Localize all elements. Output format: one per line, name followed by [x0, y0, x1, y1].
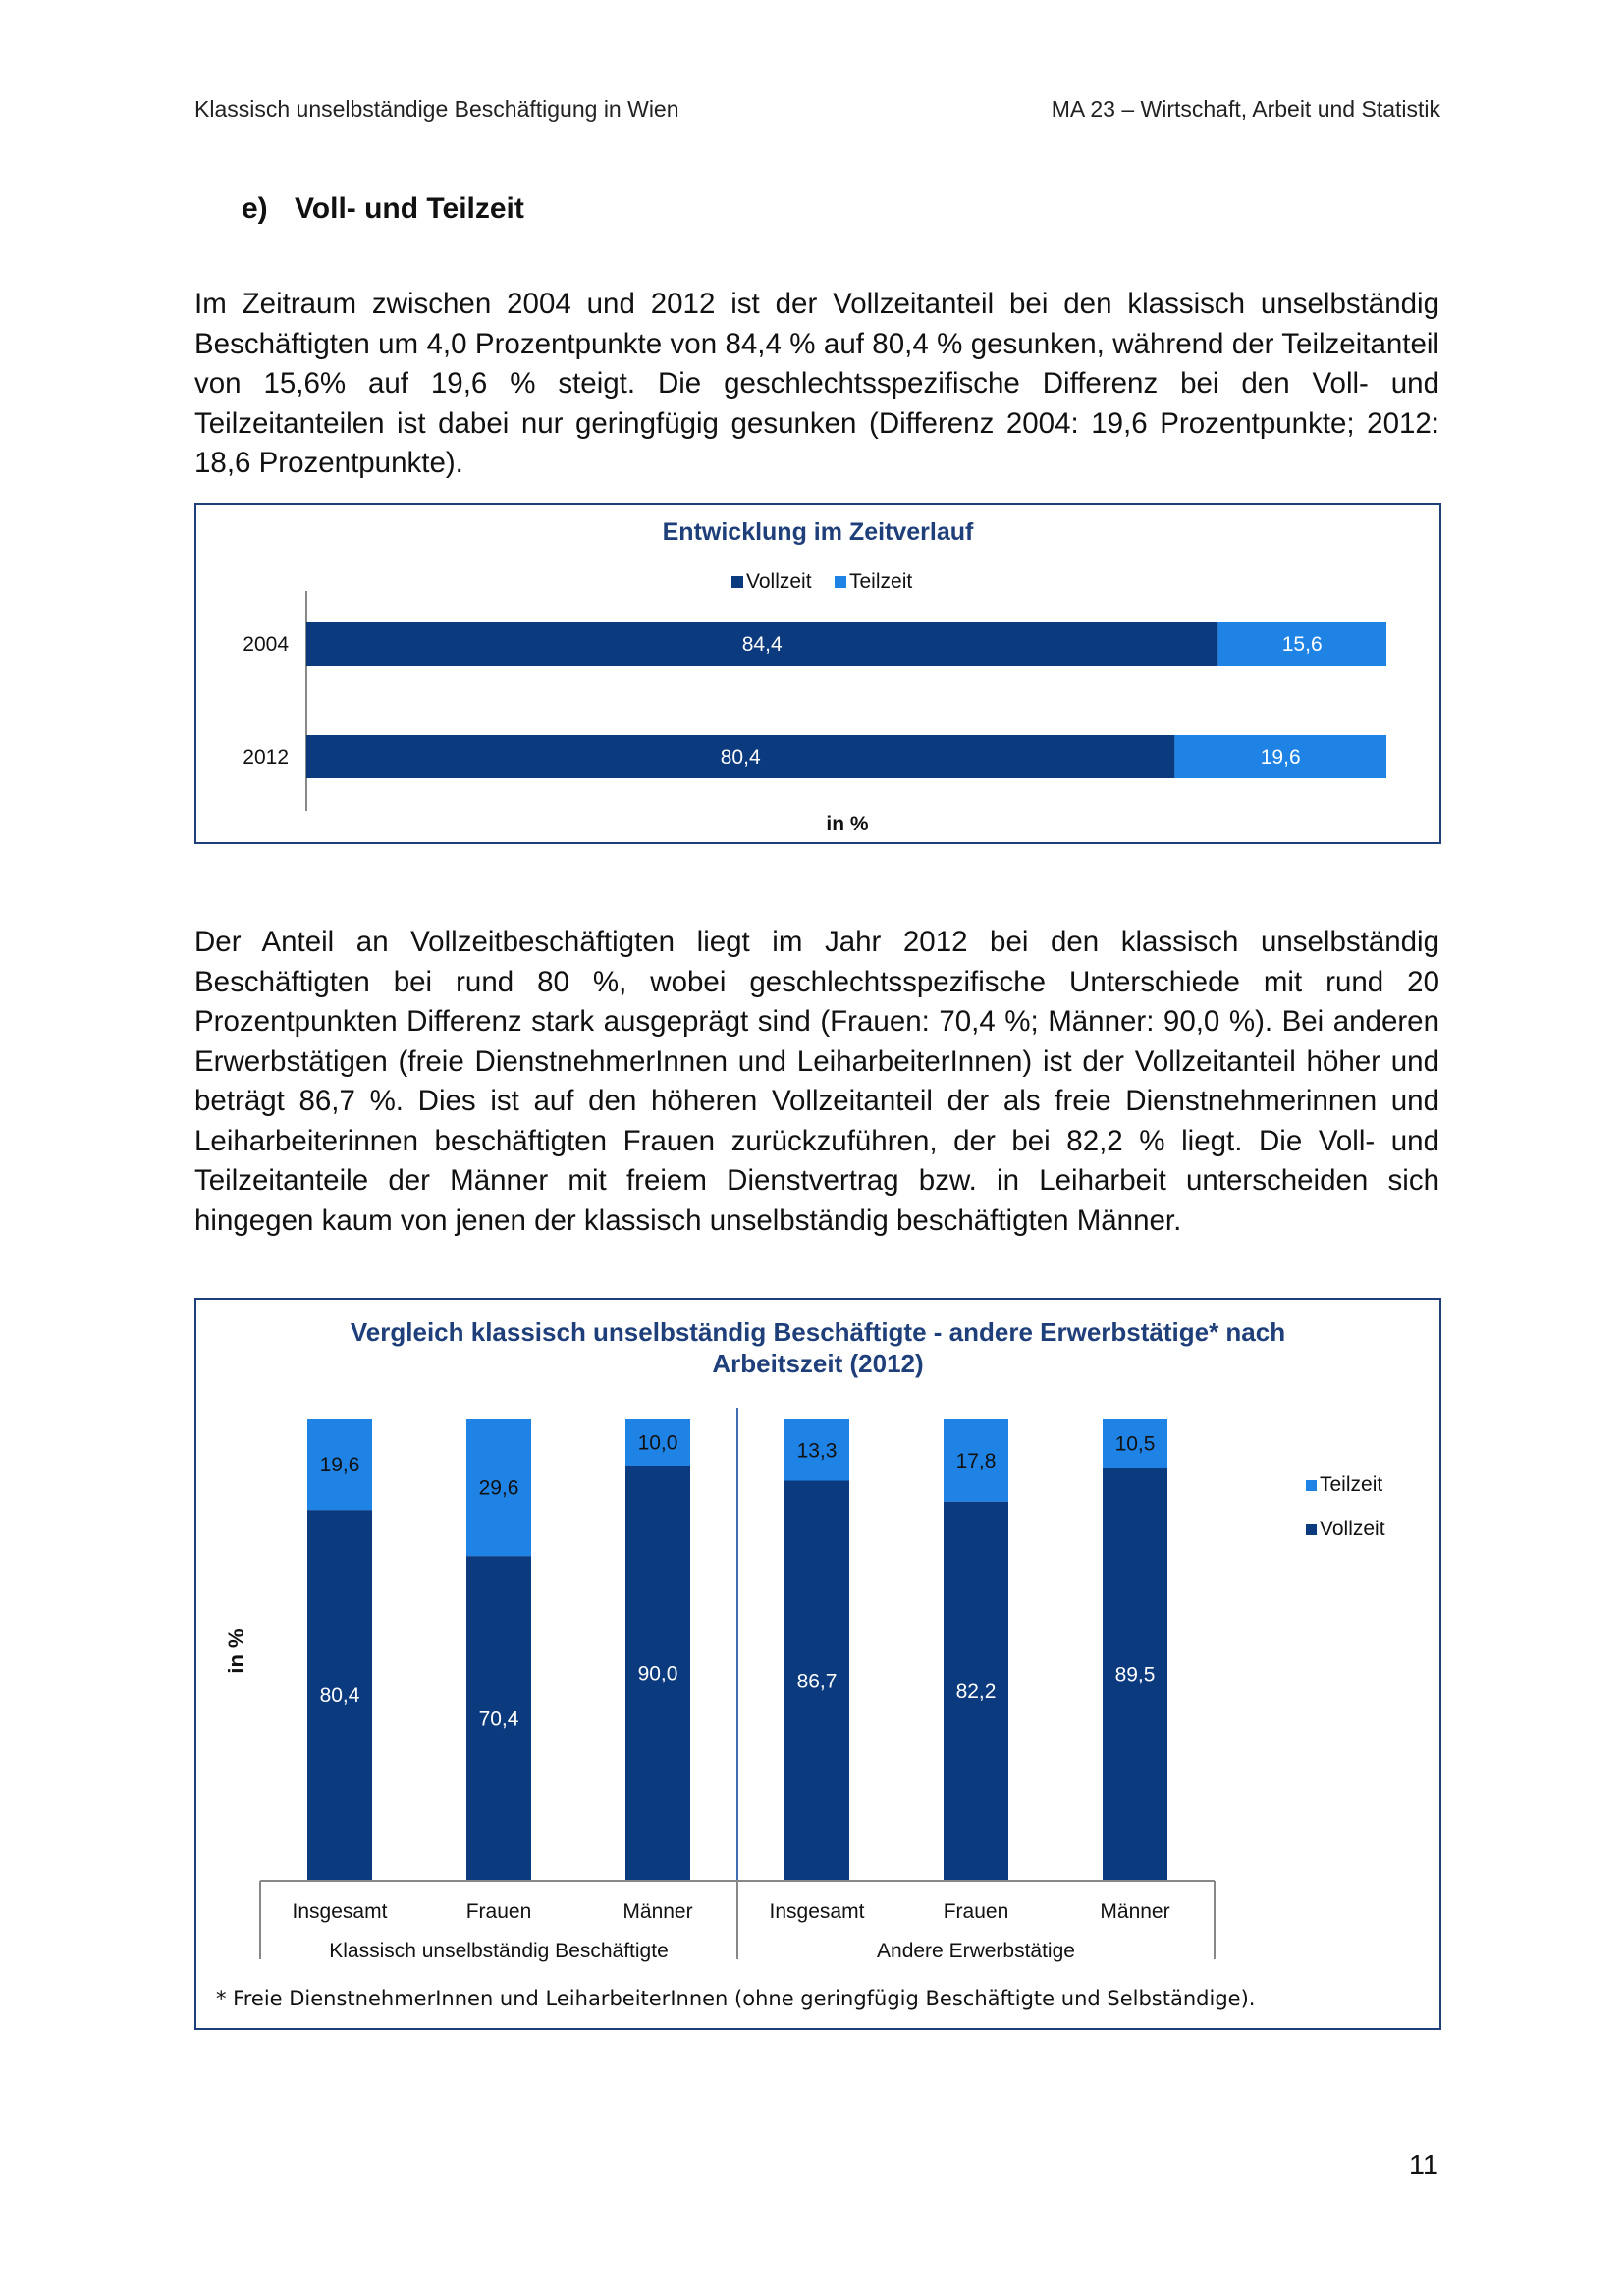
data-label-teilzeit-6: 10,5 [1114, 1432, 1156, 1456]
chart-2-title-line-2: Arbeitszeit (2012) [712, 1349, 924, 1378]
category-label-1: Insgesamt [292, 1900, 388, 1923]
legend-label-vollzeit: Vollzeit [1320, 1518, 1385, 1540]
group-label-1: Klassisch unselbständig Beschäftigte [329, 1940, 669, 1962]
category-label-2: Frauen [465, 1900, 532, 1923]
category-label-2004: 2004 [243, 633, 289, 656]
legend-label-vollzeit: Vollzeit [746, 570, 812, 593]
group-label-2: Andere Erwerbstätige [877, 1940, 1075, 1962]
chart-time-development [194, 503, 1441, 844]
data-label-vollzeit-2012: 80,4 [720, 746, 761, 769]
header-left: Klassisch unselbständige Beschäftigung in Wien [194, 96, 679, 122]
data-label-teilzeit-3: 10,0 [637, 1431, 678, 1455]
chart-1-svg [196, 505, 1439, 842]
legend-swatch-teilzeit [1306, 1480, 1317, 1491]
chart-2-ylabel: in % [224, 1629, 248, 1674]
category-label-4: Insgesamt [769, 1900, 865, 1923]
data-label-vollzeit-1: 80,4 [319, 1684, 360, 1708]
data-label-teilzeit-1: 19,6 [319, 1454, 360, 1477]
legend-label-teilzeit: Teilzeit [1320, 1473, 1383, 1496]
data-label-teilzeit-5: 17,8 [955, 1449, 997, 1472]
section-title [242, 192, 524, 226]
section-letter: e) [242, 192, 268, 225]
legend-swatch-teilzeit [835, 576, 846, 588]
category-label-5: Frauen [943, 1900, 1009, 1923]
legend-swatch-vollzeit [731, 576, 743, 588]
data-label-vollzeit-3: 90,0 [637, 1662, 678, 1685]
data-label-vollzeit-2: 70,4 [478, 1707, 519, 1731]
data-label-teilzeit-2012: 19,6 [1260, 746, 1301, 769]
data-label-vollzeit-2004: 84,4 [741, 633, 783, 656]
paragraph-1: Im Zeitraum zwischen 2004 und 2012 ist der Vollzeitanteil bei den klassisch unselbständig Beschäftigten um 4,0 Prozentpunkte von 84,4 % auf 80,4 % gesunken, während der Teilzeitanteil von 15,6% auf 19,6 % steigt. Die geschlechtsspezifische Differenz bei den Voll- und Teilzeitanteilen ist dabei nur geringfügig gesunken (Differenz 2004: 19,6 Prozentpunkte; 2012: 18,6 Prozentpunkte). [194, 288, 1439, 479]
page-number: 11 [1408, 2150, 1438, 2181]
header-right: MA 23 – Wirtschaft, Arbeit und Statistik [1051, 96, 1440, 122]
data-label-vollzeit-4: 86,7 [796, 1670, 838, 1693]
section-heading: Voll- und Teilzeit [295, 192, 524, 225]
paragraph-2: Der Anteil an Vollzeitbeschäftigten liegt im Jahr 2012 bei den klassisch unselbständig Beschäftigten bei rund 80 %, wobei geschlechtsspezifische Unterschiede mit rund 20 Prozentpunkten Differenz stark ausgeprägt sind (Frauen: 70,4 %; Männer: 90,0 %). Bei anderen Erwerbstätigen (freie DienstnehmerInnen und LeiharbeiterInnen) ist der Vollzeitanteil höher und beträgt 86,7 %. Dies ist auf den höheren Vollzeitanteil der als freie Dienstnehmerinnen und Leiharbeiterinnen beschäftigten Frauen zurückzuführen, der bei 82,2 % liegt. Die Voll- und Teilzeitanteile der Männer mit freiem Dienstvertrag bzw. in Leiharbeit unterscheiden sich hingegen kaum von jenen der klassisch unselbständig beschäftigten Männer. [194, 926, 1439, 1237]
chart-2-svg [196, 1300, 1439, 2028]
category-label-6: Männer [1100, 1900, 1170, 1923]
data-label-vollzeit-5: 82,2 [955, 1680, 997, 1703]
chart-2-title-line-1: Vergleich klassisch unselbständig Beschäftigte - andere Erwerbstätige* nach [350, 1317, 1286, 1347]
legend-label-teilzeit: Teilzeit [849, 570, 913, 593]
data-label-teilzeit-4: 13,3 [796, 1439, 838, 1463]
category-label-3: Männer [622, 1900, 693, 1923]
chart-1-title: Entwicklung im Zeitverlauf [662, 518, 974, 546]
chart-comparison-2012 [194, 1298, 1441, 2030]
category-label-2012: 2012 [243, 746, 289, 769]
chart-footnote: * Freie DienstnehmerInnen und LeiharbeiterInnen (ohne geringfügig Beschäftigte und Selbständige). [216, 1987, 1256, 2010]
data-label-teilzeit-2004: 15,6 [1281, 633, 1323, 656]
chart-1-xlabel: in % [826, 813, 869, 835]
data-label-teilzeit-2: 29,6 [478, 1476, 519, 1500]
legend-swatch-vollzeit [1306, 1524, 1317, 1535]
data-label-vollzeit-6: 89,5 [1114, 1663, 1156, 1686]
